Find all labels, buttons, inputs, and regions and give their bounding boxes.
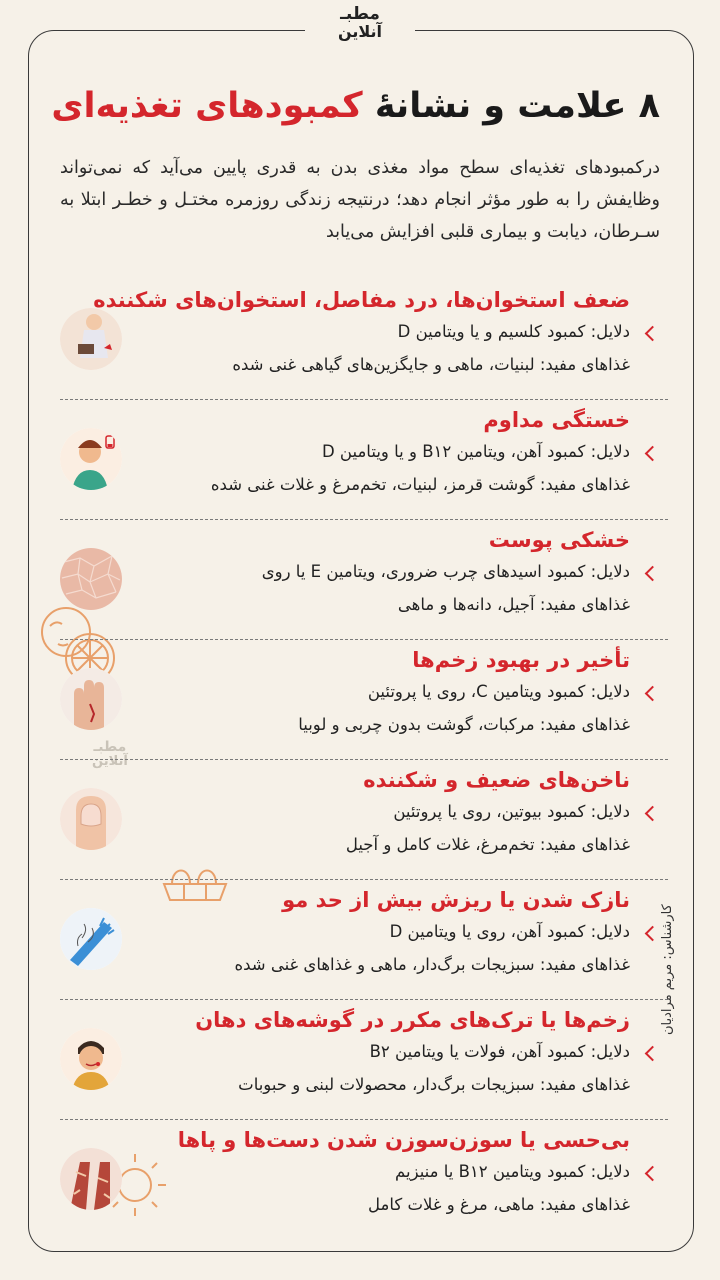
item-foods: غذاهای مفید: ماهی، مرغ و غلات کامل	[368, 1195, 630, 1214]
watermark-line2: آنلاین	[92, 753, 128, 769]
item-foods: غذاهای مفید: گوشت قرمز، لبنیات، تخم‌مرغ و غلات غنی شده	[210, 475, 630, 494]
deficiency-item-wounds	[60, 640, 668, 760]
item-cause: دلایل: کمبود کلسیم و یا ویتامین D	[397, 322, 630, 341]
item-foods: غذاهای مفید: لبنیات، ماهی و جایگزین‌های گیاهی غنی شده	[232, 355, 630, 374]
brand-line2: آنلاین	[337, 21, 383, 41]
hair-loss-icon	[60, 908, 122, 970]
dry-skin-icon	[60, 548, 122, 610]
item-title: خشکی پوست	[488, 528, 630, 552]
item-title: نازک شدن یا ریزش بیش از حد مو	[282, 888, 630, 912]
item-foods: غذاهای مفید: سبزیجات برگ‌دار، محصولات لبنی و حبوبات	[238, 1075, 630, 1094]
numbness-icon	[60, 1148, 122, 1210]
intro-paragraph: درکمبودهای تغذیه‌ای سطح مواد مغذی بدن به قدری پایین می‌آید که نمی‌تواند وظایفش را به طور مؤثر انجام دهد؛ درنتیجه زندگی روزمره مختـل و خطـر ابتلا به سـرطان، دیابت و بیماری قلبی افزایش می‌یابد	[60, 158, 660, 242]
item-foods: غذاهای مفید: تخم‌مرغ، غلات کامل و آجیل	[345, 835, 630, 854]
chevron-left-icon	[645, 1046, 661, 1062]
item-title: زخم‌ها یا ترک‌های مکرر در گوشه‌های دهان	[195, 1008, 630, 1032]
item-title: ضعف استخوان‌ها، درد مفاصل، استخوان‌های شکننده	[93, 288, 630, 312]
fatigue-icon	[60, 428, 122, 490]
credit-text: کارشناس: مریم مرادیان	[660, 904, 675, 1035]
item-cause: دلایل: کمبود اسیدهای چرب ضروری، ویتامین E یا روی	[261, 562, 630, 581]
chevron-left-icon	[645, 1166, 661, 1182]
deficiency-item-hair	[60, 880, 668, 1000]
bone-pain-icon	[60, 308, 122, 370]
deficiency-list	[60, 280, 668, 1240]
chevron-left-icon	[645, 926, 661, 942]
mouth-sore-icon	[60, 1028, 122, 1090]
chevron-left-icon	[645, 566, 661, 582]
item-foods: غذاهای مفید: مرکبات، گوشت بدون چربی و لوبیا	[298, 715, 630, 734]
chevron-left-icon	[645, 686, 661, 702]
title-number: ۸	[638, 86, 660, 126]
chevron-left-icon	[645, 806, 661, 822]
item-foods: غذاهای مفید: سبزیجات برگ‌دار، ماهی و غذاهای غنی شده	[234, 955, 630, 974]
item-foods: غذاهای مفید: آجیل، دانه‌ها و ماهی	[397, 595, 630, 614]
brand-logo	[305, 6, 415, 41]
item-title: ناخن‌های ضعیف و شکننده	[363, 768, 630, 792]
title-part2: کمبودهای تغذیه‌ای	[51, 86, 363, 126]
chevron-left-icon	[645, 446, 661, 462]
item-title: بی‌حسی یا سوزن‌سوزن شدن دست‌ها و پاها	[177, 1128, 630, 1152]
deficiency-item-dry-skin	[60, 520, 668, 640]
item-cause: دلایل: کمبود ویتامین B۱۲ یا منیزیم	[395, 1162, 630, 1181]
item-title: خستگی مداوم	[483, 408, 630, 432]
page-title	[51, 86, 660, 126]
deficiency-item-numbness	[60, 1120, 668, 1240]
item-cause: دلایل: کمبود ویتامین C، روی یا پروتئین	[367, 682, 630, 701]
deficiency-item-nails	[60, 760, 668, 880]
item-cause: دلایل: کمبود بیوتین، روی یا پروتئین	[393, 802, 630, 821]
deficiency-item-bones	[60, 280, 668, 400]
item-title: تأخیر در بهبود زخم‌ها	[412, 648, 630, 672]
item-cause: دلایل: کمبود آهن، فولات یا ویتامین B۲	[369, 1042, 630, 1061]
brand-line1: مطبـ	[340, 4, 380, 24]
title-part1: علامت و نشانهٔ	[374, 86, 627, 126]
item-cause: دلایل: کمبود آهن، ویتامین B۱۲ و یا ویتامین D	[321, 442, 630, 461]
deficiency-item-fatigue	[60, 400, 668, 520]
watermark-line1: مطبـ	[93, 739, 127, 755]
wound-icon	[60, 668, 122, 730]
nail-icon	[60, 788, 122, 850]
item-cause: دلایل: کمبود آهن، روی یا ویتامین D	[389, 922, 630, 941]
deficiency-item-mouth	[60, 1000, 668, 1120]
chevron-left-icon	[645, 326, 661, 342]
